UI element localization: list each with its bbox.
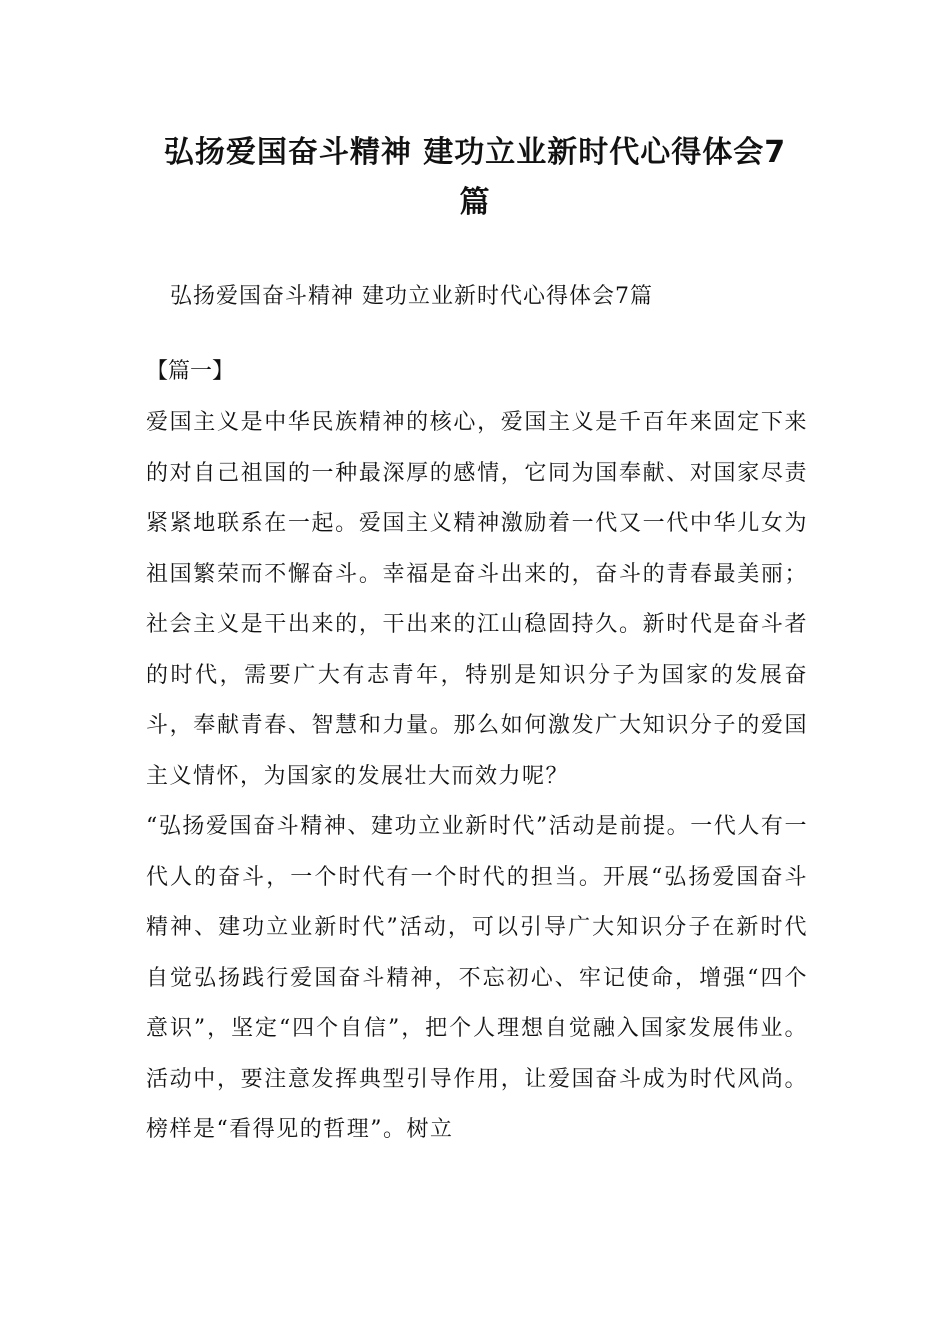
paragraph-1: 爱国主义是中华民族精神的核心，爱国主义是千百年来固定下来的对自己祖国的一种最深厚的感情，它同为国奉献、对国家尽责紧紧地联系在一起。爱国主义精神激励着一代又一代中华儿女为祖国繁荣而不懈奋斗。幸福是奋斗出来的，奋斗的青春最美丽；社会主义是干出来的，干出来的江山稳固持久。新时代是奋斗者的时代，需要广大有志青年，特别是知识分子为国家的发展奋斗，奉献青春、智慧和力量。那么如何激发广大知识分子的爱国主义情怀，为国家的发展壮大而效力呢？ [146,410,808,789]
section-label: 【篇一】 [146,359,235,384]
document-body [146,398,808,1156]
document-title: 弘扬爱国奋斗精神 建功立业新时代心得体会7篇 [163,135,787,220]
document-subtitle: 弘扬爱国奋斗精神 建功立业新时代心得体会7篇 [170,284,653,309]
paragraph-2: “弘扬爱国奋斗精神、建功立业新时代”活动是前提。一代人有一代人的奋斗，一个时代有一个时代的担当。开展“弘扬爱国奋斗精神、建功立业新时代”活动，可以引导广大知识分子在新时代自觉弘扬践行爱国奋斗精神，不忘初心、牢记使命，增强“四个意识”，坚定“四个自信”，把个人理想自觉融入国家发展伟业。活动中，要注意发挥典型引导作用，让爱国奋斗成为时代风尚。榜样是“看得见的哲理”。树立 [146,814,808,1142]
